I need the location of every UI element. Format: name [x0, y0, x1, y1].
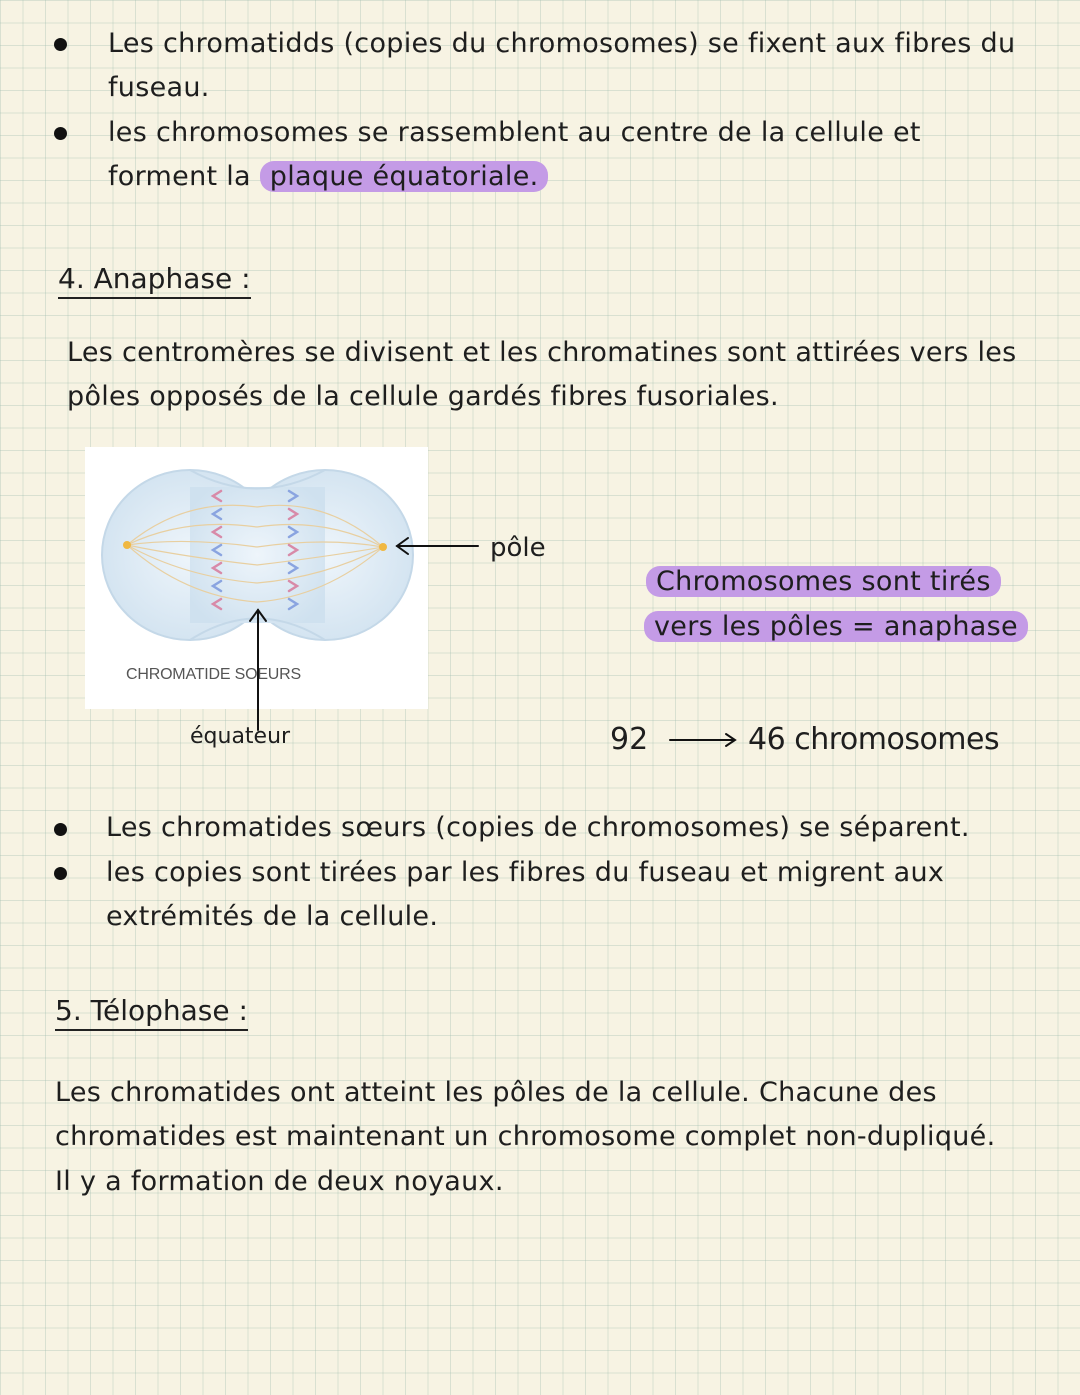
anaphase-para-line-2: pôles opposés de la cellule gardés fibres fusoriales.	[67, 381, 779, 412]
metaphase-text: forment la	[108, 161, 251, 192]
anaphase-summary-2	[644, 605, 1028, 649]
anaphase-bullet-2: les copies sont tirées par les fibres du fuseau et migrent aux	[106, 857, 945, 888]
anaphase-para-line-1: Les centromères se divisent et les chromatines sont attirées vers les	[67, 337, 1017, 368]
telophase-para-line-3: Il y a formation de deux noyaux.	[55, 1166, 504, 1197]
label-pole: pôle	[490, 533, 546, 563]
count-to: 46 chromosomes	[748, 722, 1000, 757]
metaphase-bullet-1-cont: fuseau.	[108, 72, 210, 103]
telophase-para-line-2: chromatides est maintenant un chromosome complet non-dupliqué.	[55, 1121, 996, 1152]
metaphase-bullet-1: Les chromatidds (copies du chromosomes) se fixent aux fibres du	[108, 28, 1016, 59]
bullet-dot	[54, 867, 67, 880]
anaphase-bullet-1: Les chromatides sœurs (copies de chromosomes) se séparent.	[106, 812, 970, 843]
anaphase-summary-1	[646, 560, 1001, 604]
figure-caption: CHROMATIDE SOEURS	[126, 666, 301, 683]
telophase-para-line-1: Les chromatides ont atteint les pôles de la cellule. Chacune des	[55, 1077, 937, 1108]
count-from: 92	[610, 722, 649, 757]
label-equator: équateur	[190, 724, 291, 749]
anaphase-bullet-2-cont: extrémités de la cellule.	[106, 901, 439, 932]
bullet-dot	[54, 823, 67, 836]
anaphase-heading: 4. Anaphase :	[58, 262, 251, 299]
highlight-plaque-equatoriale: plaque équatoriale.	[260, 161, 549, 192]
telophase-heading: 5. Télophase :	[55, 994, 248, 1031]
highlight-vers-les-poles: vers les pôles = anaphase	[644, 611, 1028, 642]
highlight-chromosomes-tires: Chromosomes sont tirés	[646, 566, 1001, 597]
metaphase-bullet-2: les chromosomes se rassemblent au centre de la cellule et	[108, 117, 921, 148]
